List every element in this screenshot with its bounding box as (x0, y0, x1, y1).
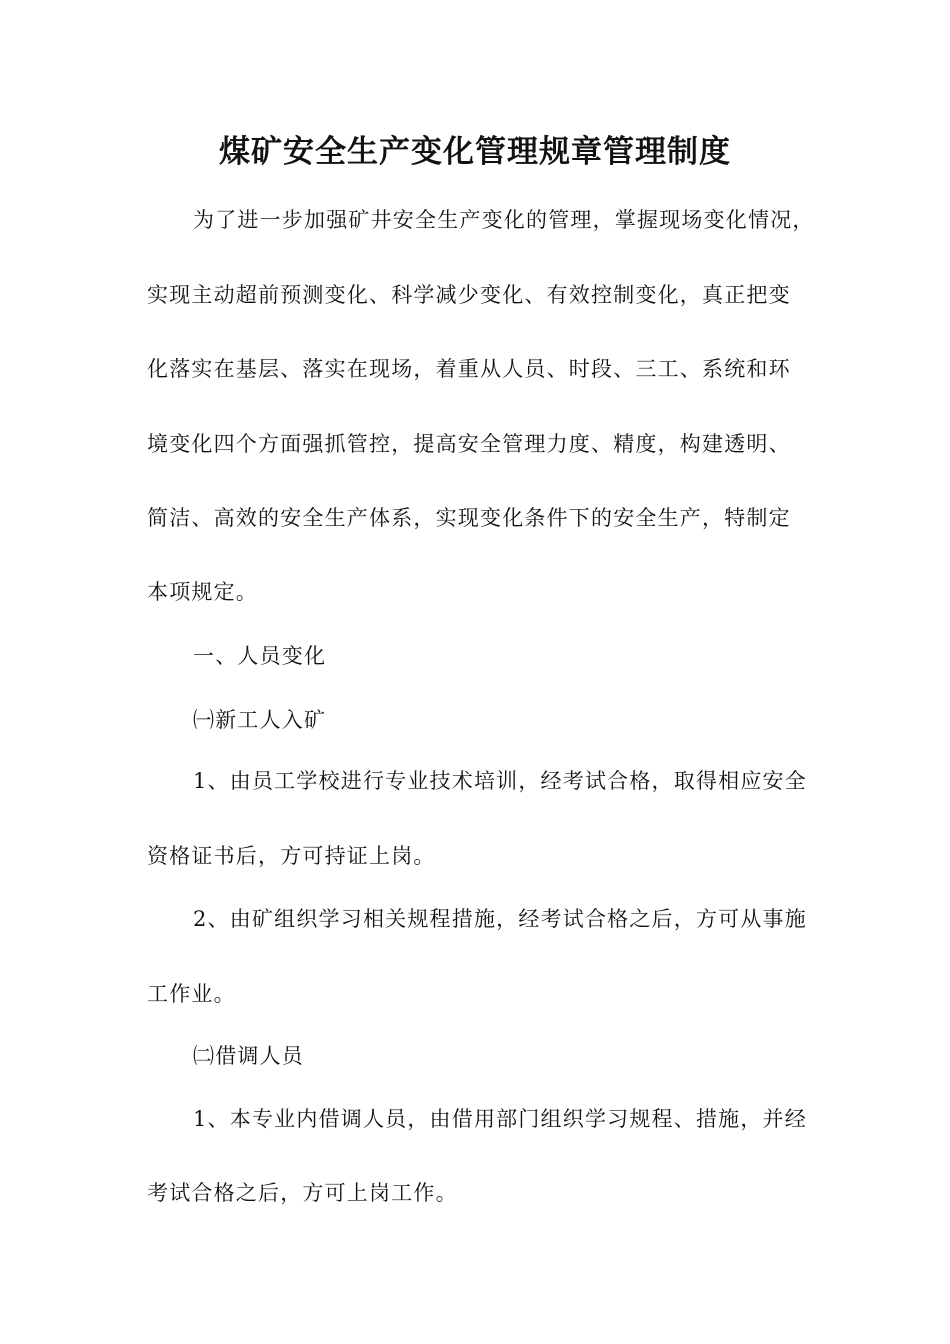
paragraph-line: 资格证书后，方可持证上岗。 (147, 844, 436, 868)
document-title: 煤矿安全生产变化管理规章管理制度 (219, 134, 731, 170)
paragraph-line: 为了进一步加强矿井安全生产变化的管理，掌握现场变化情况， (193, 208, 815, 232)
subsection-heading: ㈡借调人员 (193, 1044, 304, 1068)
paragraph-line: 2、由矿组织学习相关规程措施，经考试合格之后，方可从事施 (193, 907, 807, 931)
paragraph-line: 考试合格之后，方可上岗工作。 (147, 1181, 458, 1205)
paragraph-line: 工作业。 (147, 982, 236, 1006)
subsection-heading: ㈠新工人入矿 (193, 708, 327, 732)
paragraph-line: 简洁、高效的安全生产体系，实现变化条件下的安全生产，特制定 (147, 506, 791, 530)
paragraph-line: 境变化四个方面强抓管控，提高安全管理力度、精度，构建透明、 (147, 432, 791, 456)
paragraph-line: 化落实在基层、落实在现场，着重从人员、时段、三工、系统和环 (147, 357, 791, 381)
paragraph-line: 1、由员工学校进行专业技术培训，经考试合格，取得相应安全 (193, 769, 807, 793)
paragraph-line: 1、本专业内借调人员，由借用部门组织学习规程、措施，并经 (193, 1107, 807, 1131)
paragraph-line: 本项规定。 (147, 580, 258, 604)
section-heading: 一、人员变化 (193, 644, 327, 668)
paragraph-line: 实现主动超前预测变化、科学减少变化、有效控制变化，真正把变 (147, 283, 791, 307)
